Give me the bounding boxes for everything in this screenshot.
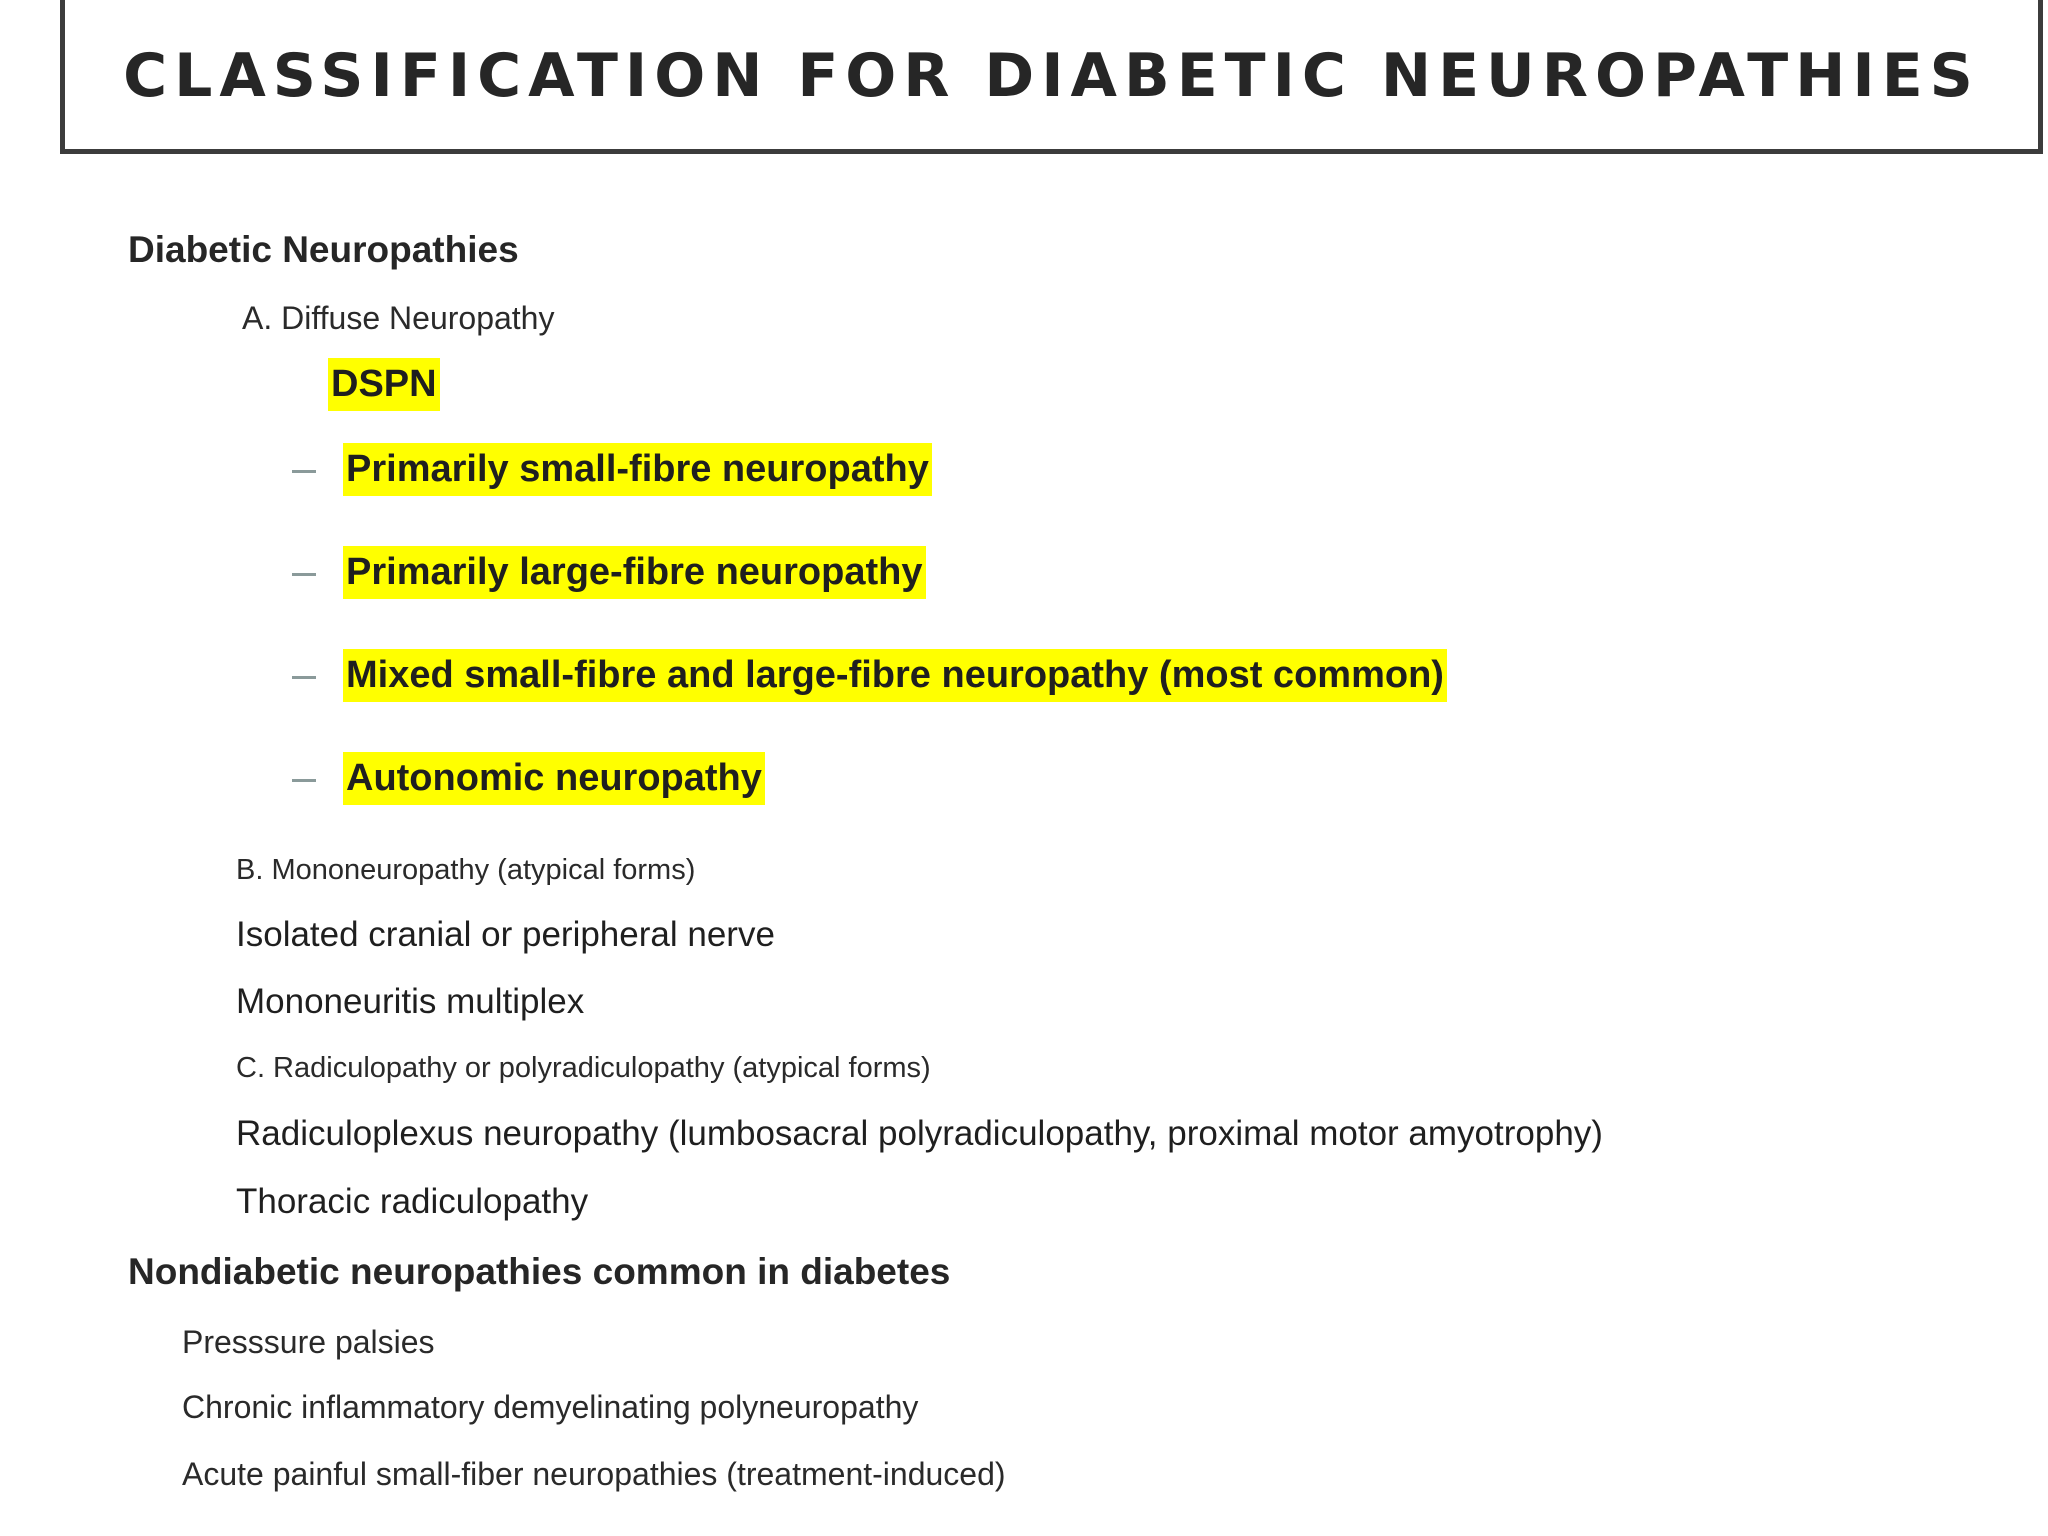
dash-bullet-icon bbox=[292, 470, 316, 473]
list-item: Chronic inflammatory demyelinating polyneuropathy bbox=[182, 1389, 919, 1425]
page-title: CLASSIFICATION FOR DIABETIC NEUROPATHIES bbox=[123, 40, 1980, 111]
section-heading-diabetic: Diabetic Neuropathies bbox=[128, 229, 519, 270]
list-item: Mononeuritis multiplex bbox=[236, 982, 585, 1021]
list-item: Acute painful small-fiber neuropathies (treatment-induced) bbox=[182, 1456, 1006, 1492]
list-item: Presssure palsies bbox=[182, 1324, 435, 1360]
dspn-label-wrap bbox=[328, 365, 440, 403]
list-item: Thoracic radiculopathy bbox=[236, 1182, 589, 1221]
dash-bullet-icon bbox=[292, 779, 316, 782]
subsection-a-label: A. Diffuse Neuropathy bbox=[242, 300, 555, 336]
dash-bullet-icon bbox=[292, 573, 316, 576]
section-heading-nondiabetic: Nondiabetic neuropathies common in diabetes bbox=[128, 1251, 951, 1292]
subsection-c-label: C. Radiculopathy or polyradiculopathy (atypical forms) bbox=[236, 1052, 931, 1084]
dspn-item-label: Autonomic neuropathy bbox=[343, 752, 765, 805]
list-item bbox=[343, 654, 1447, 697]
list-item bbox=[343, 551, 926, 594]
subsection-b-label: B. Mononeuropathy (atypical forms) bbox=[236, 854, 696, 886]
list-item bbox=[343, 757, 765, 800]
dash-bullet-icon bbox=[292, 676, 316, 679]
list-item: Radiculoplexus neuropathy (lumbosacral polyradiculopathy, proximal motor amyotrophy) bbox=[236, 1114, 1603, 1153]
dspn-item-label: Primarily small-fibre neuropathy bbox=[343, 443, 932, 496]
list-item bbox=[343, 448, 932, 491]
dspn-item-label: Mixed small-fibre and large-fibre neuropathy (most common) bbox=[343, 649, 1447, 702]
list-item: Isolated cranial or peripheral nerve bbox=[236, 915, 775, 954]
dspn-item-label: Primarily large-fibre neuropathy bbox=[343, 546, 926, 599]
title-box bbox=[60, 0, 2043, 154]
dspn-label: DSPN bbox=[328, 358, 440, 411]
